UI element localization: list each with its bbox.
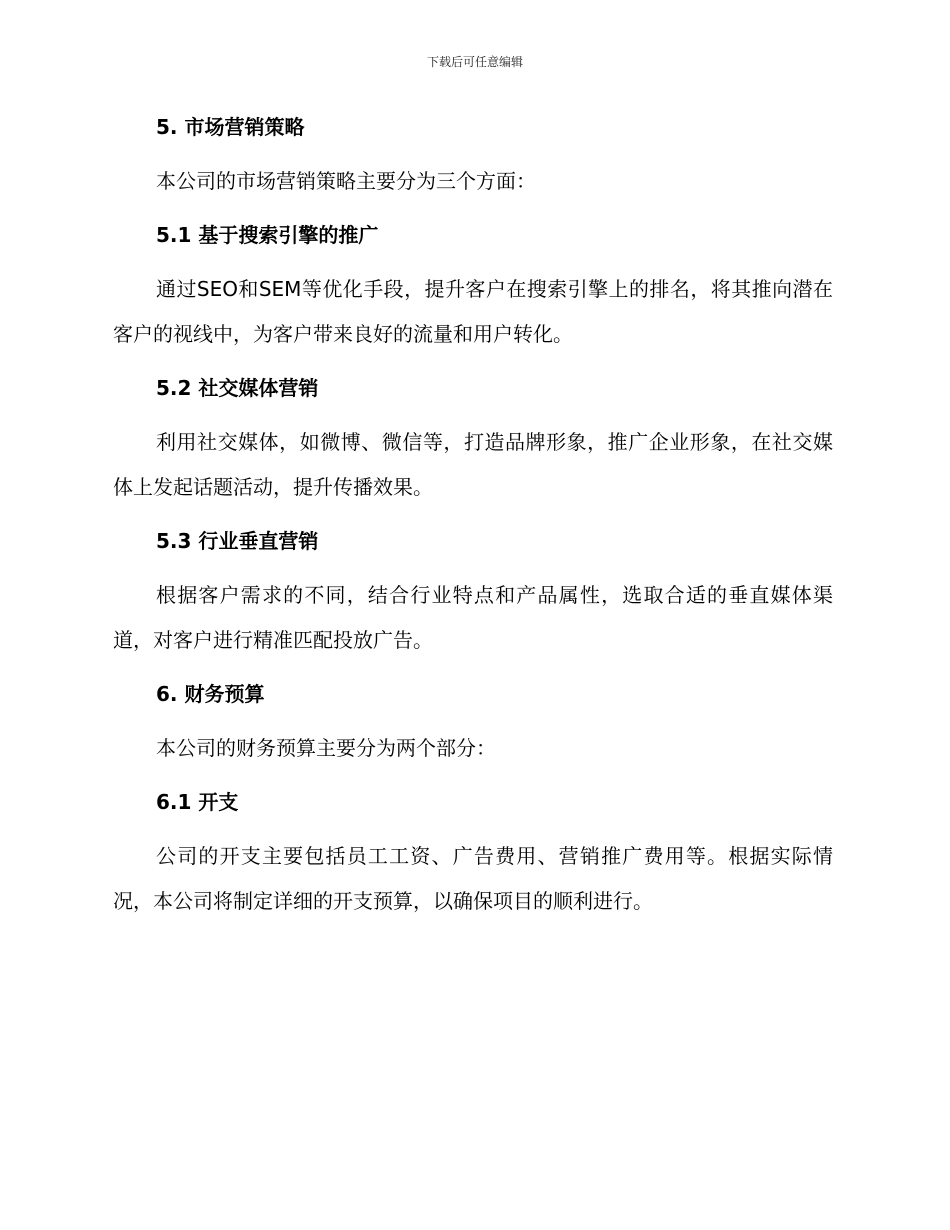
section-heading-5-1: 5.1 基于搜索引擎的推广 <box>156 223 379 247</box>
section-heading-5-2: 5.2 社交媒体营销 <box>156 376 319 400</box>
section-paragraph-5-3: 根据客户需求的不同，结合行业特点和产品属性，选取合适的垂直媒体渠道，对客户进行精准匹配投放广告。 <box>113 583 833 652</box>
section-heading-6: 6. 财务预算 <box>156 682 265 706</box>
page-header: 下载后可任意编辑 <box>426 55 523 69</box>
section-heading-6-1: 6.1 开支 <box>156 790 239 814</box>
section-heading-5-3: 5.3 行业垂直营销 <box>156 529 319 553</box>
document-body <box>113 112 833 924</box>
section-heading-5: 5. 市场营销策略 <box>156 115 305 139</box>
section-paragraph-5-1: 通过SEO和SEM等优化手段，提升客户在搜索引擎上的排名，将其推向潜在客户的视线中，为客户带来良好的流量和用户转化。 <box>113 277 833 346</box>
section-paragraph-6-1: 公司的开支主要包括员工工资、广告费用、营销推广费用等。根据实际情况，本公司将制定详细的开支预算，以确保项目的顺利进行。 <box>113 844 833 913</box>
section-paragraph-6: 本公司的财务预算主要分为两个部分： <box>156 736 496 760</box>
section-paragraph-5: 本公司的市场营销策略主要分为三个方面： <box>156 169 536 193</box>
section-paragraph-5-2: 利用社交媒体，如微博、微信等，打造品牌形象，推广企业形象，在社交媒体上发起话题活动，提升传播效果。 <box>113 430 833 499</box>
